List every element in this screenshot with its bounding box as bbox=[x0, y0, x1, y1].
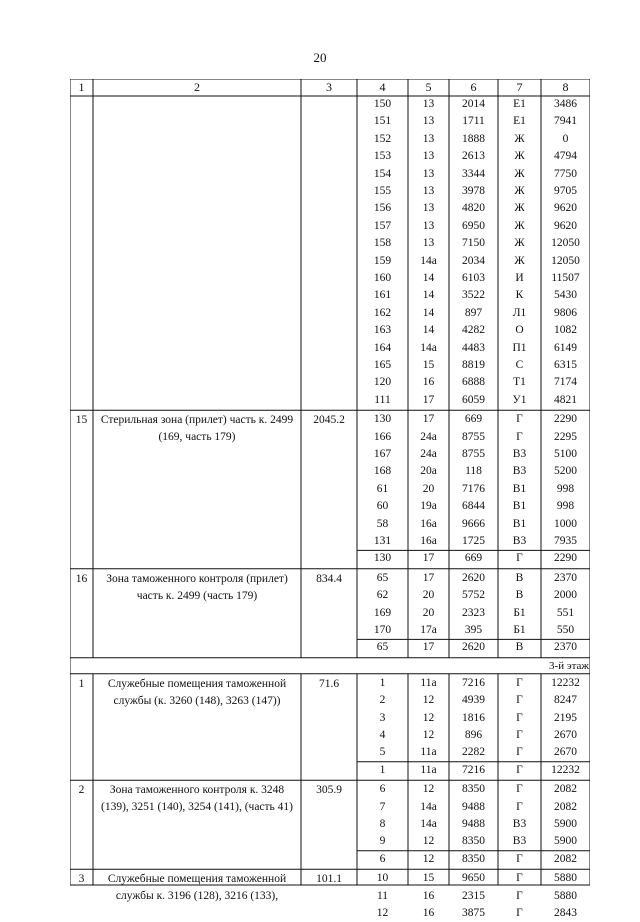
table-cell: 61 bbox=[376, 482, 389, 495]
table-cell: 6844 bbox=[462, 500, 485, 513]
table-cell: 2670 bbox=[554, 746, 577, 759]
table-cell: 13 bbox=[422, 167, 435, 180]
table-cell: В3 bbox=[512, 835, 527, 848]
table-cell: В3 bbox=[512, 818, 527, 830]
table-cell: 4794 bbox=[554, 150, 577, 163]
table-cell: 11507 bbox=[551, 272, 580, 284]
table-cell: 16а bbox=[420, 535, 437, 547]
table-cell: 5752 bbox=[462, 589, 485, 602]
table-cell: 2670 bbox=[554, 729, 577, 741]
table-cell: 5430 bbox=[554, 289, 577, 302]
table-cell: 9 bbox=[379, 835, 386, 848]
group-name: Служебные помещения таможенной службы (к. 3260 (148), 3263 (147)) bbox=[107, 677, 287, 707]
table-cell: В1 bbox=[512, 517, 527, 530]
table-cell: 164 bbox=[373, 341, 392, 354]
table-cell: E1 bbox=[513, 98, 526, 110]
table-cell: 17 bbox=[422, 413, 435, 426]
table-cell: 896 bbox=[464, 729, 483, 741]
table-cell: 4 bbox=[379, 729, 386, 741]
group-number: 15 bbox=[75, 414, 88, 427]
table-cell: 13 bbox=[422, 98, 435, 110]
table-cell: Г bbox=[516, 800, 523, 813]
table-cell: 157 bbox=[373, 219, 392, 232]
table-cell: 6888 bbox=[462, 376, 485, 389]
column-header: 5 bbox=[425, 80, 432, 94]
table-cell: 24а bbox=[420, 430, 437, 443]
group-number: 2 bbox=[78, 784, 85, 797]
column-header: 4 bbox=[379, 80, 386, 94]
table-cell: 9620 bbox=[554, 202, 577, 215]
table-cell: 5 bbox=[379, 746, 386, 759]
table-cell: 2843 bbox=[554, 907, 577, 919]
table-cell: 2290 bbox=[554, 413, 577, 426]
table-cell: 131 bbox=[373, 535, 392, 547]
table-cell: 6 bbox=[379, 852, 386, 865]
column-header: 3 bbox=[326, 80, 332, 94]
table-cell: 2315 bbox=[462, 889, 485, 902]
table-cell: 669 bbox=[464, 413, 483, 426]
table-cell: 2620 bbox=[462, 571, 485, 584]
table-cell: Г bbox=[516, 746, 523, 759]
table-cell: Г bbox=[516, 907, 523, 919]
table-cell: Г bbox=[516, 413, 523, 426]
table-cell: В1 bbox=[512, 482, 527, 495]
group-area: 101.1 bbox=[316, 873, 342, 886]
table-cell: Ж bbox=[514, 132, 525, 145]
table-cell: 151 bbox=[373, 115, 392, 128]
table-cell: 12 bbox=[376, 907, 389, 919]
table-cell: 2034 bbox=[462, 254, 485, 267]
table-cell: 2195 bbox=[554, 711, 577, 724]
table-cell: 1725 bbox=[462, 535, 485, 547]
table-cell: В bbox=[515, 589, 524, 602]
table-cell: 550 bbox=[556, 624, 575, 636]
table-cell: 1711 bbox=[462, 115, 485, 128]
table-cell: 5200 bbox=[554, 465, 577, 478]
group-number: 16 bbox=[75, 572, 88, 585]
table-cell: С bbox=[515, 359, 524, 371]
table-cell: 13 bbox=[422, 237, 435, 250]
table-cell: 17 bbox=[422, 393, 435, 406]
table-cell: 155 bbox=[373, 185, 392, 197]
table-cell: 13 bbox=[422, 185, 435, 197]
table-cell: 6315 bbox=[554, 359, 577, 371]
table-cell: Г bbox=[516, 729, 523, 741]
table-cell: 9705 bbox=[554, 185, 577, 197]
table-cell: 9488 bbox=[462, 818, 485, 830]
table-cell: E1 bbox=[513, 115, 526, 128]
table-cell: 160 bbox=[373, 272, 392, 284]
table-cell: 14а bbox=[420, 818, 437, 830]
table-cell: 14 bbox=[422, 272, 435, 284]
table-cell: Г bbox=[516, 889, 523, 902]
table-cell: Ж bbox=[514, 237, 525, 250]
table-cell: 120 bbox=[373, 376, 392, 389]
table-cell: 7 bbox=[379, 800, 386, 813]
table-cell: 998 bbox=[556, 500, 575, 513]
table-cell: 14а bbox=[420, 254, 437, 267]
table-cell: 12232 bbox=[551, 763, 580, 776]
table-cell: Ж bbox=[514, 202, 525, 215]
group-number: 1 bbox=[78, 677, 85, 690]
table-cell: 2082 bbox=[554, 783, 577, 796]
column-header: 8 bbox=[562, 80, 569, 94]
table-cell: В3 bbox=[512, 465, 527, 478]
table-cell: 2620 bbox=[462, 641, 485, 654]
table-cell: 17 bbox=[422, 571, 435, 584]
table-cell: 12232 bbox=[551, 676, 580, 689]
table-cell: 1 bbox=[379, 763, 386, 776]
table-cell: 65 bbox=[376, 571, 389, 584]
table-cell: 14 bbox=[422, 306, 435, 319]
column-header: 7 bbox=[516, 80, 523, 94]
table-cell: В3 bbox=[512, 535, 527, 547]
table-cell: 16 bbox=[422, 889, 435, 902]
table-cell: В bbox=[515, 571, 524, 584]
table-cell: 2290 bbox=[554, 552, 577, 565]
table-cell: 15 bbox=[422, 872, 435, 885]
table-cell: 3344 bbox=[462, 167, 485, 180]
table-cell: 9488 bbox=[462, 800, 485, 813]
table-cell: Т1 bbox=[513, 376, 526, 389]
table-cell: В3 bbox=[512, 448, 527, 460]
table-cell: 150 bbox=[373, 98, 392, 110]
table-cell: 4282 bbox=[462, 324, 485, 337]
table-cell: 162 bbox=[373, 306, 392, 319]
table-cell: 1000 bbox=[554, 517, 577, 530]
table-cell: 24а bbox=[420, 448, 437, 460]
table-cell: 1888 bbox=[462, 132, 485, 145]
table-cell: 12 bbox=[422, 783, 435, 796]
table-cell: Ж bbox=[514, 167, 525, 180]
table-cell: Ж bbox=[514, 150, 525, 163]
table-cell: 3522 bbox=[462, 289, 485, 302]
table-cell: 170 bbox=[373, 624, 392, 636]
table-cell: 14 bbox=[422, 324, 435, 337]
table-cell: 8755 bbox=[462, 430, 485, 443]
table-cell: Г bbox=[516, 676, 523, 689]
table-cell: Г bbox=[516, 763, 523, 776]
table-cell: 1082 bbox=[554, 324, 577, 337]
table-cell: 12 bbox=[422, 852, 435, 865]
table-cell: 6149 bbox=[554, 341, 577, 354]
table-cell: Ж bbox=[514, 254, 525, 267]
table-cell: 8819 bbox=[462, 359, 485, 371]
table-cell: 6059 bbox=[462, 393, 485, 406]
table-cell: 7935 bbox=[554, 535, 577, 547]
table-cell: 2014 bbox=[462, 98, 485, 110]
table-cell: 11а bbox=[420, 676, 437, 689]
table-cell: 16а bbox=[420, 517, 437, 530]
table-cell: 7150 bbox=[462, 237, 485, 250]
table-cell: 165 bbox=[373, 359, 392, 371]
table-cell: 161 bbox=[373, 289, 392, 302]
table-cell: 3486 bbox=[554, 98, 577, 110]
group-name: Стерильная зона (прилет) часть к. 2499 (169, часть 179) bbox=[100, 414, 294, 444]
table-cell: 2000 bbox=[554, 589, 577, 602]
table-cell: 2082 bbox=[554, 852, 577, 865]
table-cell: Ж bbox=[514, 219, 525, 232]
table-cell: Ж bbox=[514, 185, 525, 197]
table-cell: 13 bbox=[422, 150, 435, 163]
table-cell: 13 bbox=[422, 202, 435, 215]
table-cell: 2370 bbox=[554, 641, 577, 654]
table-cell: Г bbox=[516, 852, 523, 865]
table-cell: 58 bbox=[376, 517, 389, 530]
table-cell: 13 bbox=[422, 115, 435, 128]
table-cell: Г bbox=[516, 783, 523, 796]
table-cell: 1 bbox=[379, 676, 386, 689]
table-cell: 65 bbox=[376, 641, 389, 654]
table-cell: 4820 bbox=[462, 202, 485, 215]
group-area: 834.4 bbox=[316, 572, 342, 585]
table-cell: 11 bbox=[376, 889, 389, 902]
group-name: Служебные помещения таможенной службы к. 3196 (128), 3216 (133), bbox=[107, 873, 287, 903]
table-cell: И bbox=[515, 272, 524, 284]
table-cell: 62 bbox=[376, 589, 389, 602]
group-area: 71.6 bbox=[318, 677, 340, 690]
table-cell: О bbox=[515, 324, 524, 337]
table-cell: 60 bbox=[376, 500, 389, 513]
table-cell: 13 bbox=[422, 219, 435, 232]
table-cell: 12 bbox=[422, 729, 435, 741]
table-cell: 2 bbox=[379, 694, 386, 707]
table-cell: 168 bbox=[373, 465, 392, 478]
table-cell: 5900 bbox=[554, 818, 577, 830]
table-cell: 8350 bbox=[462, 852, 485, 865]
table-cell: 551 bbox=[556, 606, 575, 619]
table-cell: 12 bbox=[422, 694, 435, 707]
table-cell: 7174 bbox=[554, 376, 577, 389]
table-cell: 11а bbox=[420, 746, 437, 759]
table-cell: 17 bbox=[422, 552, 435, 565]
table-cell: 14а bbox=[420, 341, 437, 354]
table-cell: 3875 bbox=[462, 907, 485, 919]
table-cell: Г bbox=[516, 711, 523, 724]
table-cell: 16 bbox=[422, 376, 435, 389]
table-cell: В1 bbox=[512, 500, 527, 513]
table-cell: 8350 bbox=[462, 835, 485, 848]
table-cell: В bbox=[515, 641, 524, 654]
table-cell: 5880 bbox=[554, 889, 577, 902]
table-cell: 7176 bbox=[462, 482, 485, 495]
table-cell: 12050 bbox=[551, 237, 580, 250]
table-cell: 12 bbox=[422, 835, 435, 848]
table-cell: Г bbox=[516, 430, 523, 443]
table-cell: 4939 bbox=[462, 694, 485, 707]
table-cell: 2282 bbox=[462, 746, 485, 759]
table-cell: 9666 bbox=[462, 517, 485, 530]
table-cell: 169 bbox=[373, 606, 392, 619]
table-cell: 17 bbox=[422, 641, 435, 654]
table-cell: 8247 bbox=[554, 694, 577, 707]
table-cell: Г bbox=[516, 694, 523, 707]
table-cell: 7216 bbox=[462, 763, 485, 776]
table-cell: 20а bbox=[420, 465, 437, 478]
group-area: 2045.2 bbox=[313, 414, 345, 427]
table-cell: 1816 bbox=[462, 711, 485, 724]
table-cell: 9806 bbox=[554, 306, 577, 319]
table-cell: 6 bbox=[379, 783, 386, 796]
table-cell: 11а bbox=[420, 763, 437, 776]
table-cell: 8755 bbox=[462, 448, 485, 460]
table-cell: Г bbox=[516, 552, 523, 565]
table-cell: 4821 bbox=[554, 393, 577, 406]
table-cell: 7941 bbox=[554, 115, 577, 128]
table-cell: 12050 bbox=[551, 254, 580, 267]
table-cell: 111 bbox=[374, 393, 391, 406]
table-cell: 5900 bbox=[554, 835, 577, 848]
table-cell: 3978 bbox=[462, 185, 485, 197]
table-cell: 2370 bbox=[554, 571, 577, 584]
table-cell: 8 bbox=[379, 818, 386, 830]
table-cell: 10 bbox=[376, 872, 389, 885]
table-cell: Б1 bbox=[513, 606, 526, 619]
table-cell: 20 bbox=[422, 606, 435, 619]
table-cell: У1 bbox=[512, 393, 527, 406]
table-cell: 0 bbox=[562, 132, 569, 145]
table-cell: 17а bbox=[420, 624, 437, 636]
column-header: 1 bbox=[78, 80, 85, 94]
group-name: Зона таможенного контроля (прилет) часть к. 2499 (часть 179) bbox=[106, 572, 288, 602]
group-name: Зона таможенного контроля к. 3248 (139), 3251 (140), 3254 (141), (часть 41) bbox=[100, 784, 294, 814]
floor-label: 3-й этаж bbox=[549, 659, 589, 672]
table-cell: 6103 bbox=[462, 272, 485, 284]
table-cell: Г bbox=[516, 872, 523, 885]
column-header: 6 bbox=[470, 80, 477, 94]
table-cell: 14а bbox=[420, 800, 437, 813]
table-cell: 6950 bbox=[462, 219, 485, 232]
table-cell: 130 bbox=[373, 413, 392, 426]
table-cell: 130 bbox=[373, 552, 392, 565]
table-cell: 14 bbox=[422, 289, 435, 302]
group-area: 305.9 bbox=[316, 784, 342, 797]
page-number: 20 bbox=[313, 50, 327, 65]
table-cell: 4483 bbox=[462, 341, 485, 354]
table-cell: 153 bbox=[373, 150, 392, 163]
table-cell: 395 bbox=[464, 624, 483, 636]
table-cell: 2613 bbox=[462, 150, 485, 163]
table-cell: 998 bbox=[556, 482, 575, 495]
table-cell: 152 bbox=[373, 132, 392, 145]
table-cell: 7750 bbox=[554, 167, 577, 180]
column-header: 2 bbox=[194, 80, 200, 94]
group-number: 3 bbox=[78, 873, 85, 886]
table-cell: 12 bbox=[422, 711, 435, 724]
table-cell: 15 bbox=[422, 359, 435, 371]
table-cell: 9650 bbox=[462, 872, 485, 885]
table-cell: 16 bbox=[422, 907, 435, 919]
table-cell: 9620 bbox=[554, 219, 577, 232]
table-cell: 669 bbox=[464, 552, 483, 565]
table-cell: Л1 bbox=[512, 306, 527, 319]
table-cell: 166 bbox=[373, 430, 392, 443]
table-cell: 167 bbox=[373, 448, 392, 460]
table-cell: 13 bbox=[422, 132, 435, 145]
table-cell: П1 bbox=[512, 341, 527, 354]
data-table bbox=[70, 79, 590, 919]
table-cell: 2295 bbox=[554, 430, 577, 443]
table-cell: 8350 bbox=[462, 783, 485, 796]
table-cell: 20 bbox=[422, 482, 435, 495]
table-cell: К bbox=[515, 289, 524, 302]
table-cell: 897 bbox=[464, 306, 483, 319]
table-cell: 118 bbox=[465, 465, 482, 478]
table-cell: 2323 bbox=[462, 606, 485, 619]
table-cell: 163 bbox=[373, 324, 392, 337]
table-cell: Б1 bbox=[513, 624, 526, 636]
table-cell: 3 bbox=[379, 711, 386, 724]
table-cell: 5880 bbox=[554, 872, 577, 885]
table-cell: 158 bbox=[373, 237, 392, 250]
table-cell: 2082 bbox=[554, 800, 577, 813]
table-cell: 154 bbox=[373, 167, 392, 180]
table-cell: 159 bbox=[373, 254, 392, 267]
table-cell: 20 bbox=[422, 589, 435, 602]
table-cell: 19а bbox=[420, 500, 437, 513]
table-cell: 5100 bbox=[554, 448, 577, 460]
table-cell: 7216 bbox=[462, 676, 485, 689]
table-cell: 156 bbox=[373, 202, 392, 215]
